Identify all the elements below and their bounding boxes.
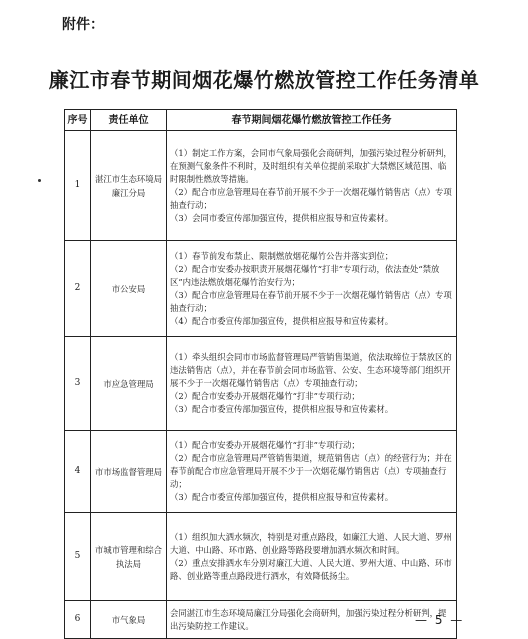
task-item: （1）春节前发布禁止、限制燃放烟花爆竹公告并落实到位； — [170, 250, 394, 261]
task-item: （1）配合市安委办开展烟花爆竹“打非”专项行动； — [170, 440, 360, 450]
row-unit: 市公安局 — [91, 241, 167, 337]
task-item: （2）重点安排洒水车分别对廉江大道、人民大道、罗州大道、中山路、环市路、创业路等重点路段进行洒水，有效降低扬尘。 — [170, 557, 452, 581]
header-unit: 责任单位 — [91, 110, 167, 131]
row-tasks — [167, 513, 457, 601]
page-title: 廉江市春节期间烟花爆竹燃放管控工作任务清单 — [48, 68, 480, 92]
task-item: （4）配合市委宣传部加强宣传，提供相应报导和宣传素材。 — [170, 315, 394, 326]
table-row — [65, 601, 457, 639]
table-row — [65, 431, 457, 513]
table-row — [65, 241, 457, 337]
task-item: （2）配合市应急管理局严管销售渠道，规范销售店（点）的经营行为；并在春节前配合市应急管理局开展不少于一次烟花爆竹销售店（点）专项抽查行动； — [170, 453, 452, 489]
task-table — [64, 109, 457, 639]
task-item: 会同湛江市生态环境局廉江分局强化会商研判，加强污染过程分析研判，提出污染防控工作建议。 — [170, 607, 447, 631]
row-seq: 4 — [65, 431, 91, 513]
row-unit: 湛江市生态环境局廉江分局 — [91, 131, 167, 241]
table-row — [65, 337, 457, 431]
header-tasks: 春节期间烟花爆竹燃放管控工作任务 — [167, 110, 457, 131]
page-number: — 5 — — [415, 613, 465, 627]
header-seq: 序号 — [65, 110, 91, 131]
row-tasks — [167, 337, 457, 431]
table-row — [65, 131, 457, 241]
task-item: （3）会同市委宣传部加强宣传，提供相应报导和宣传素材。 — [170, 212, 394, 223]
row-tasks — [167, 131, 457, 241]
row-seq: 3 — [65, 337, 91, 431]
task-item: （2）配合市安委办开展烟花爆竹“打非”专项行动； — [170, 391, 360, 401]
task-item: （1）组织加大洒水频次，特别是对重点路段，如廉江大道、人民大道、罗州大道、中山路、环市路、创业路等路段要增加洒水频次和时间。 — [170, 531, 452, 555]
row-unit: 市市场监督管理局 — [91, 431, 167, 513]
row-unit: 市城市管理和综合执法局 — [91, 513, 167, 601]
task-item: （1）牵头组织会同市市场监督管理局严管销售渠道，依法取缔位于禁放区的违法销售店（点），并在春节前会同市场监管、公安、生态环境等部门组织开展不少于一次烟花爆竹销售店（点）专项抽查行动； — [170, 352, 452, 388]
task-item: （2）配合市安委办按职责开展烟花爆竹“打非”专项行动，依法查处“禁放区”内违法燃放烟花爆竹治安行为； — [170, 263, 440, 287]
task-item: （2）配合市应急管理局在春节前开展不少于一次烟花爆竹销售店（点）专项抽查行动； — [170, 186, 452, 210]
table-row — [65, 513, 457, 601]
row-seq: 1 — [65, 131, 91, 241]
row-tasks — [167, 431, 457, 513]
table-header-row — [65, 110, 457, 131]
row-unit: 市应急管理局 — [91, 337, 167, 431]
row-unit: 市气象局 — [91, 601, 167, 639]
task-item: （3）配合市应急管理局在春节前开展不少于一次烟花爆竹销售店（点）专项抽查行动； — [170, 289, 452, 313]
task-item: （1）制定工作方案，会同市气象局强化会商研判，加强污染过程分析研判，在预测气象条件不利时，及时组织有关单位提前采取扩大禁燃区域范围、临时限制性燃放等措施。 — [170, 147, 452, 184]
row-tasks — [167, 601, 457, 639]
attachment-label: 附件： — [62, 17, 104, 33]
task-item: （3）配合市委宣传部加强宣传，提供相应报导和宣传素材。 — [170, 404, 394, 414]
row-seq: 6 — [65, 601, 91, 639]
row-seq: 2 — [65, 241, 91, 337]
row-seq: 5 — [65, 513, 91, 601]
scan-mark — [38, 179, 41, 182]
task-item: （3）配合市委宣传部加强宣传，提供相应报导和宣传素材。 — [170, 492, 394, 502]
row-tasks — [167, 241, 457, 337]
